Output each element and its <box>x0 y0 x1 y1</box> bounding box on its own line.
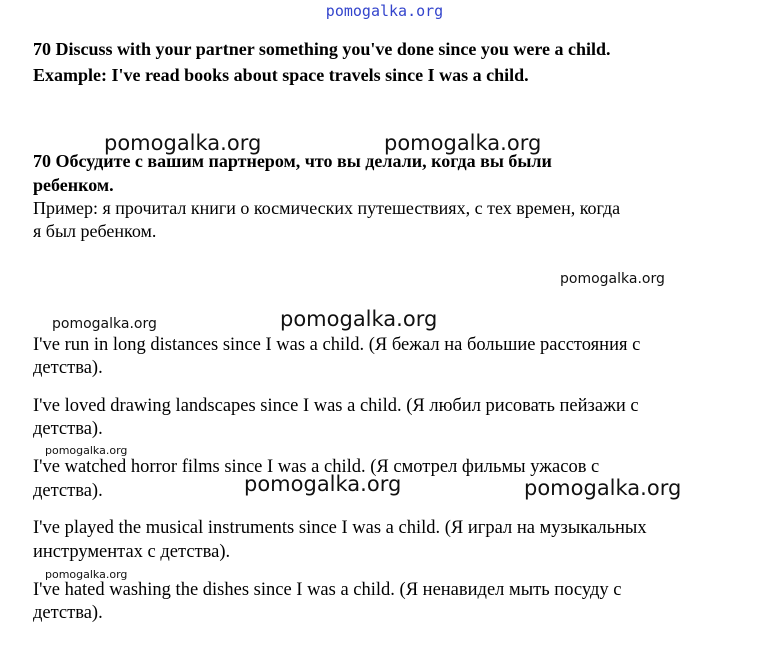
task-ru-heading-line-1: 70 Обсудите с вашим партнером, что вы делали, когда вы были <box>33 151 552 171</box>
answer-2-line-1: I've loved drawing landscapes since I was a child. (Я любил рисовать пейзажи с <box>33 396 639 416</box>
answer-3-line-2: детства). <box>33 481 103 501</box>
watermark: pomogalka.org <box>384 131 542 155</box>
watermark: pomogalka.org <box>45 568 128 581</box>
watermark: pomogalka.org <box>244 472 402 496</box>
answer-1-line-1: I've run in long distances since I was a child. (Я бежал на большие расстояния с <box>33 335 641 355</box>
watermark: pomogalka.org <box>52 316 157 332</box>
answer-2-line-2: детства). <box>33 419 103 439</box>
task-en-line-1: 70 Discuss with your partner something you've done since you were a child. <box>33 39 611 59</box>
answer-4-line-2: инструментах с детства). <box>33 542 231 562</box>
task-ru-example-line-2: я был ребенком. <box>33 221 157 241</box>
watermark: pomogalka.org <box>560 271 665 287</box>
answer-1-line-2: детства). <box>33 358 103 378</box>
watermark: pomogalka.org <box>45 444 128 457</box>
answer-3-line-1: I've watched horror films since I was a child. (Я смотрел фильмы ужасов с <box>33 457 600 477</box>
watermark: pomogalka.org <box>524 476 682 500</box>
answer-5-line-2: детства). <box>33 603 103 623</box>
task-en-line-2: Example: I've read books about space travels since I was a child. <box>33 65 529 85</box>
answer-4-line-1: I've played the musical instruments since I was a child. (Я играл на музыкальных <box>33 518 647 538</box>
answer-5-line-1: I've hated washing the dishes since I was a child. (Я ненавидел мыть посуду с <box>33 580 622 600</box>
task-ru-heading-line-2: ребенком. <box>33 175 114 195</box>
watermark: pomogalka.org <box>104 131 262 155</box>
watermark: pomogalka.org <box>280 307 438 331</box>
site-header-link[interactable]: pomogalka.org <box>325 2 444 20</box>
task-ru-example-line-1: Пример: я прочитал книги о космических путешествиях, с тех времен, когда <box>33 198 621 218</box>
